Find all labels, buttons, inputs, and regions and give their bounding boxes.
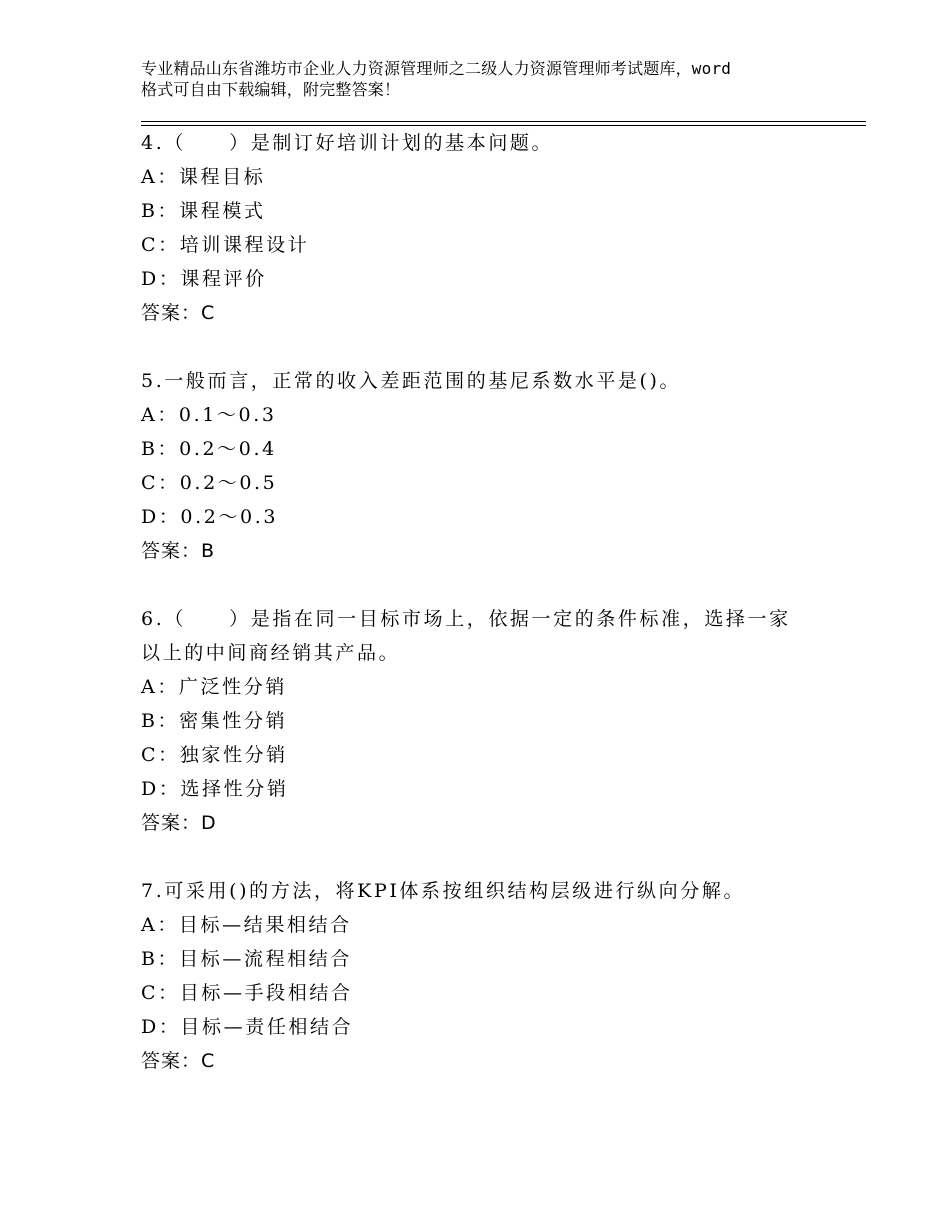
header-divider-top — [141, 121, 866, 122]
header-line-2: 格式可自由下载编辑，附完整答案！ — [141, 80, 401, 99]
option-c: C：独家性分销 — [141, 744, 288, 766]
question-stem: 6.（ ）是指在同一目标市场上，依据一定的条件标准，选择一家 — [141, 608, 791, 630]
option-d: D：目标—责任相结合 — [141, 1016, 354, 1038]
option-b: B：密集性分销 — [141, 710, 288, 732]
option-a: A：0.1～0.3 — [141, 404, 277, 426]
question-stem: 4.（ ）是制订好培训计划的基本问题。 — [141, 132, 554, 154]
option-d: D：课程评价 — [141, 268, 267, 290]
option-a: A：广泛性分销 — [141, 676, 287, 698]
answer-label: 答案： — [141, 540, 202, 562]
question-stem: 7.可采用()的方法，将KPI体系按组织结构层级进行纵向分解。 — [141, 880, 746, 902]
answer-value: C — [201, 302, 216, 324]
question-stem-continued: 以上的中间商经销其产品。 — [141, 642, 401, 664]
option-c: C：0.2～0.5 — [141, 472, 278, 494]
answer-label: 答案： — [141, 302, 202, 324]
option-a: A：目标—结果相结合 — [141, 914, 352, 936]
question-7 — [141, 874, 821, 1078]
option-b: B：目标—流程相结合 — [141, 948, 352, 970]
question-6 — [141, 602, 821, 840]
answer-line — [141, 296, 821, 330]
answer-value: C — [201, 1050, 216, 1072]
option-a: A：课程目标 — [141, 166, 266, 188]
answer-label: 答案： — [141, 1050, 202, 1072]
answer-line — [141, 1044, 821, 1078]
header-line-1: 专业精品山东省潍坊市企业人力资源管理师之二级人力资源管理师考试题库，word — [141, 59, 732, 78]
answer-line — [141, 534, 821, 568]
option-d: D：选择性分销 — [141, 778, 289, 800]
answer-value: D — [201, 812, 217, 834]
question-list — [141, 126, 821, 1112]
option-b: B：课程模式 — [141, 200, 266, 222]
question-stem: 5.一般而言，正常的收入差距范围的基尼系数水平是()。 — [141, 370, 682, 392]
question-4 — [141, 126, 821, 330]
answer-value: B — [201, 540, 216, 562]
option-b: B：0.2～0.4 — [141, 438, 277, 460]
option-c: C：目标—手段相结合 — [141, 982, 353, 1004]
answer-line — [141, 806, 821, 840]
option-d: D：0.2～0.3 — [141, 506, 279, 528]
option-c: C：培训课程设计 — [141, 234, 310, 256]
document-header — [141, 58, 821, 100]
question-5 — [141, 364, 821, 568]
answer-label: 答案： — [141, 812, 202, 834]
